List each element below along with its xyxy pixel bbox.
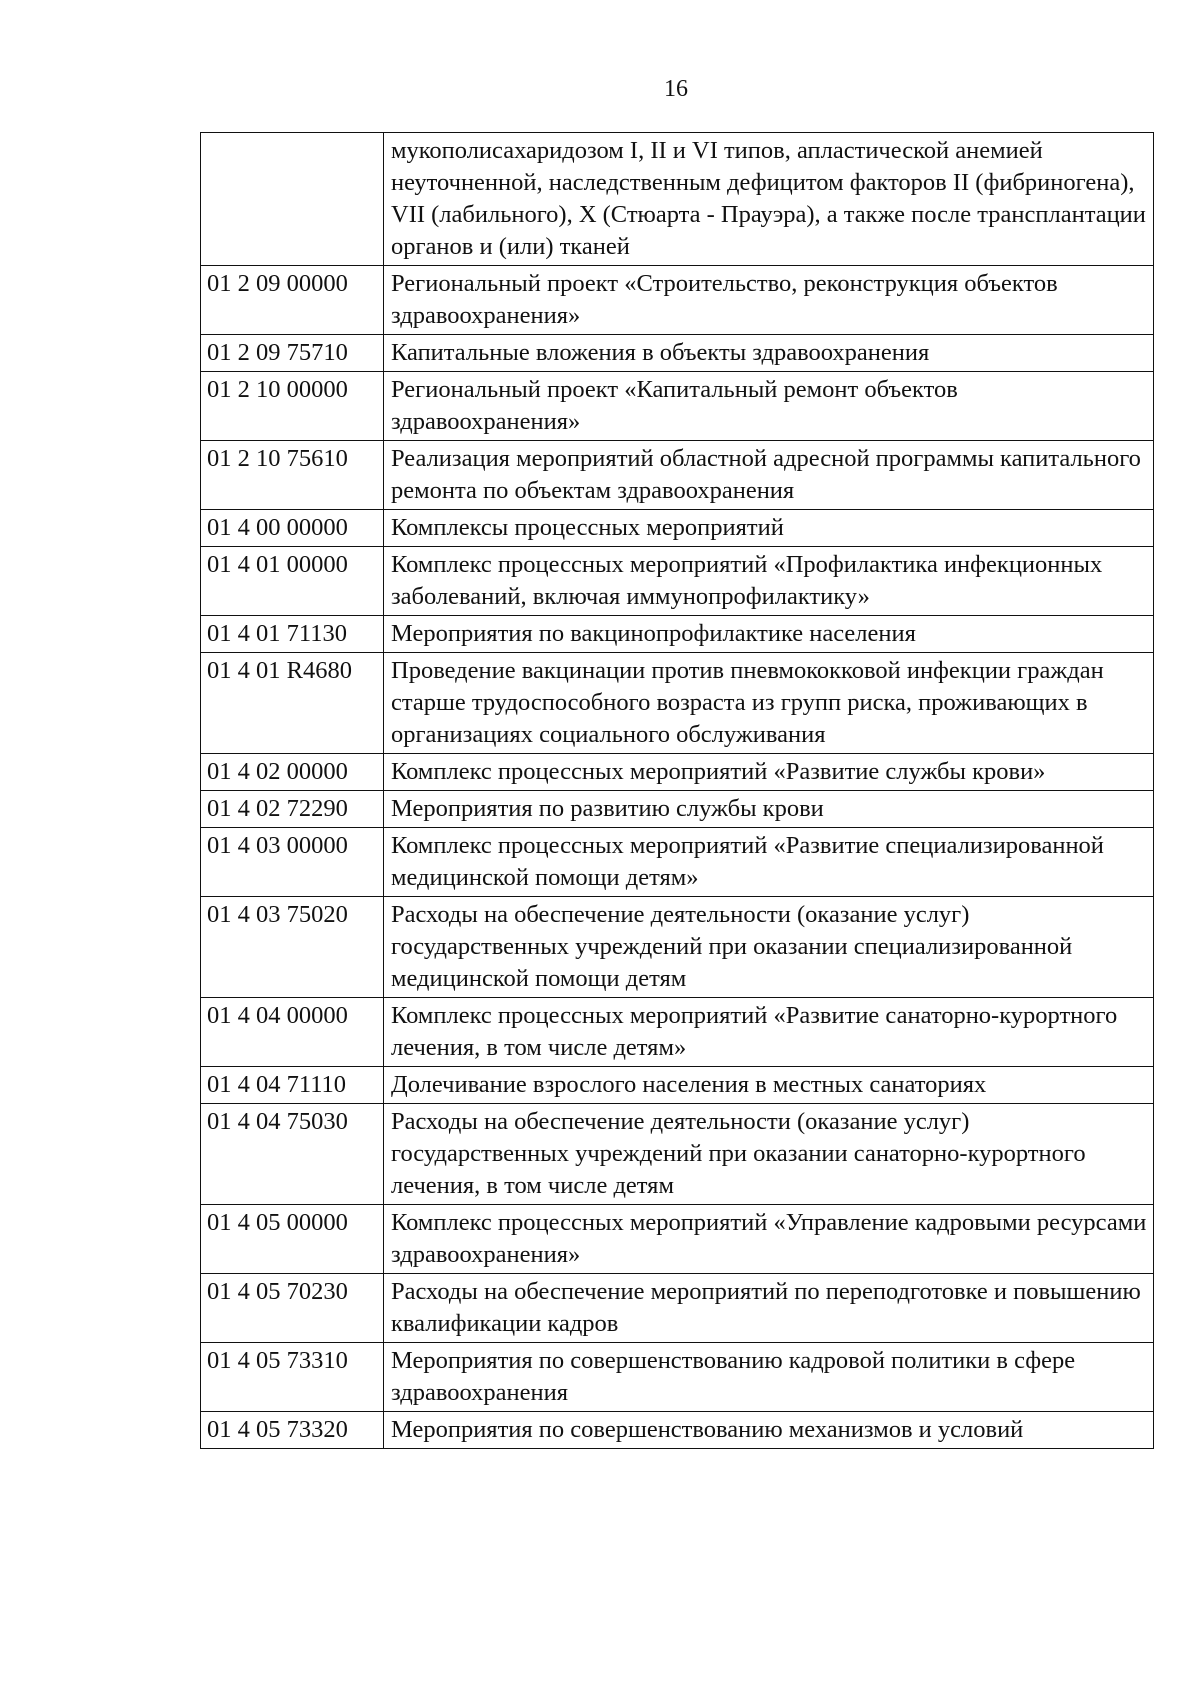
description-cell: Расходы на обеспечение мероприятий по переподготовке и повышению квалификации кадров — [384, 1274, 1154, 1343]
description-cell: мукополисахаридозом I, II и VI типов, апластической анемией неуточненной, наследственным дефицитом факторов II (фибриногена), VII (лабильного), X (Стюарта - Прауэра), а также после трансплантации органов и (или) тканей — [384, 133, 1154, 266]
description-cell: Расходы на обеспечение деятельности (оказание услуг) государственных учреждений при оказании санаторно-курортного лечения, в том числе детям — [384, 1104, 1154, 1205]
table-row — [201, 1067, 1154, 1104]
description-cell: Мероприятия по развитию службы крови — [384, 791, 1154, 828]
budget-classification-table — [200, 132, 1154, 1449]
code-cell: 01 4 02 00000 — [201, 754, 384, 791]
description-cell: Мероприятия по совершенствованию механизмов и условий — [384, 1412, 1154, 1449]
table-row — [201, 133, 1154, 266]
table-body — [201, 133, 1154, 1449]
description-cell: Мероприятия по вакцинопрофилактике населения — [384, 616, 1154, 653]
code-cell — [201, 133, 384, 266]
code-cell: 01 4 03 00000 — [201, 828, 384, 897]
code-cell: 01 4 04 71110 — [201, 1067, 384, 1104]
code-cell: 01 4 02 72290 — [201, 791, 384, 828]
code-cell: 01 4 05 73320 — [201, 1412, 384, 1449]
table-row — [201, 1274, 1154, 1343]
table-row — [201, 335, 1154, 372]
table-row — [201, 372, 1154, 441]
table-row — [201, 754, 1154, 791]
code-cell: 01 4 05 00000 — [201, 1205, 384, 1274]
description-cell: Комплекс процессных мероприятий «Развитие специализированной медицинской помощи детям» — [384, 828, 1154, 897]
description-cell: Расходы на обеспечение деятельности (оказание услуг) государственных учреждений при оказании специализированной медицинской помощи детям — [384, 897, 1154, 998]
table-row — [201, 441, 1154, 510]
code-cell: 01 4 05 73310 — [201, 1343, 384, 1412]
description-cell: Комплекс процессных мероприятий «Управление кадровыми ресурсами здравоохранения» — [384, 1205, 1154, 1274]
table-row — [201, 653, 1154, 754]
table-row — [201, 1205, 1154, 1274]
code-cell: 01 4 03 75020 — [201, 897, 384, 998]
description-cell: Региональный проект «Капитальный ремонт объектов здравоохранения» — [384, 372, 1154, 441]
code-cell: 01 2 10 75610 — [201, 441, 384, 510]
table-row — [201, 510, 1154, 547]
code-cell: 01 4 01 R4680 — [201, 653, 384, 754]
description-cell: Долечивание взрослого населения в местных санаториях — [384, 1067, 1154, 1104]
code-cell: 01 2 09 75710 — [201, 335, 384, 372]
table-row — [201, 616, 1154, 653]
code-cell: 01 4 01 00000 — [201, 547, 384, 616]
table-row — [201, 791, 1154, 828]
code-cell: 01 4 00 00000 — [201, 510, 384, 547]
table-row — [201, 998, 1154, 1067]
table-row — [201, 1412, 1154, 1449]
description-cell: Региональный проект «Строительство, реконструкция объектов здравоохранения» — [384, 266, 1154, 335]
table-row — [201, 828, 1154, 897]
code-cell: 01 2 10 00000 — [201, 372, 384, 441]
table-row — [201, 897, 1154, 998]
description-cell: Комплексы процессных мероприятий — [384, 510, 1154, 547]
table-row — [201, 266, 1154, 335]
table-row — [201, 1104, 1154, 1205]
description-cell: Капитальные вложения в объекты здравоохранения — [384, 335, 1154, 372]
code-cell: 01 4 04 00000 — [201, 998, 384, 1067]
code-cell: 01 4 01 71130 — [201, 616, 384, 653]
page-number: 16 — [664, 76, 688, 102]
table-row — [201, 547, 1154, 616]
code-cell: 01 2 09 00000 — [201, 266, 384, 335]
description-cell: Комплекс процессных мероприятий «Профилактика инфекционных заболеваний, включая иммунопрофилактику» — [384, 547, 1154, 616]
description-cell: Реализация мероприятий областной адресной программы капитального ремонта по объектам здравоохранения — [384, 441, 1154, 510]
description-cell: Комплекс процессных мероприятий «Развитие санаторно-курортного лечения, в том числе детям» — [384, 998, 1154, 1067]
description-cell: Проведение вакцинации против пневмококковой инфекции граждан старше трудоспособного возраста из групп риска, проживающих в организациях социального обслуживания — [384, 653, 1154, 754]
code-cell: 01 4 05 70230 — [201, 1274, 384, 1343]
table-row — [201, 1343, 1154, 1412]
description-cell: Мероприятия по совершенствованию кадровой политики в сфере здравоохранения — [384, 1343, 1154, 1412]
description-cell: Комплекс процессных мероприятий «Развитие службы крови» — [384, 754, 1154, 791]
code-cell: 01 4 04 75030 — [201, 1104, 384, 1205]
